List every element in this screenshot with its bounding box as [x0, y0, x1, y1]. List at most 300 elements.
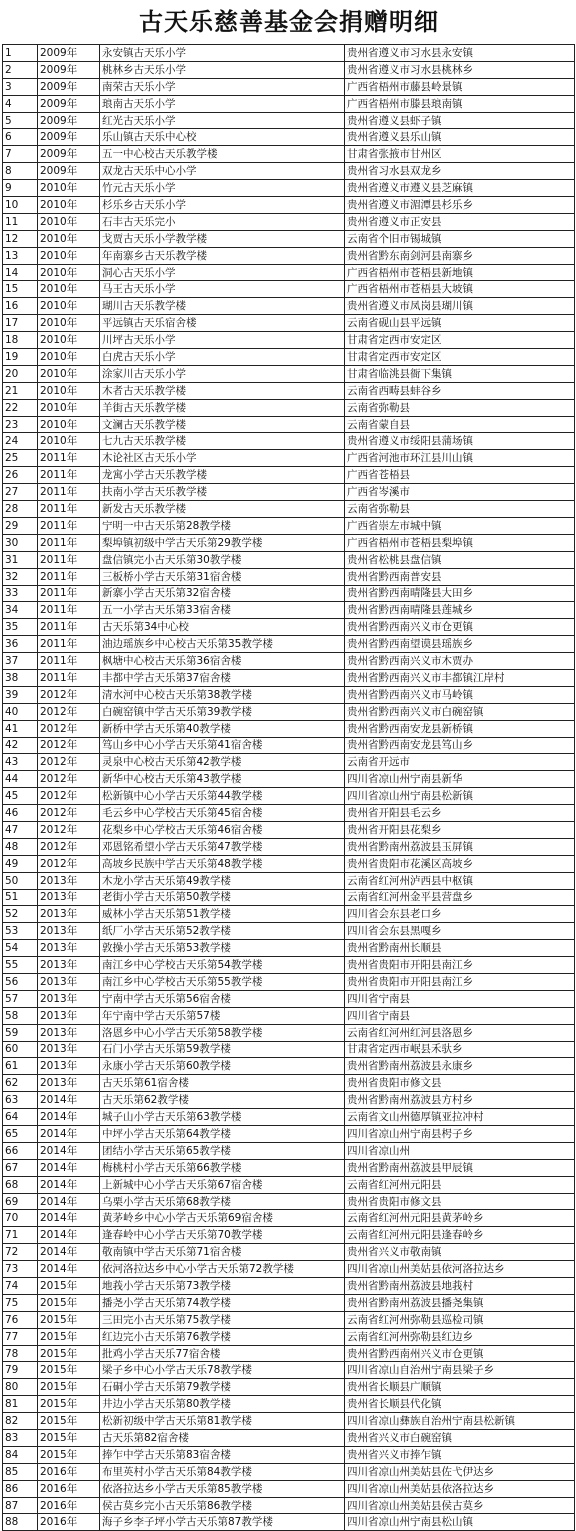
row-location: 贵州省习水县双龙乡 — [345, 163, 575, 180]
row-location: 贵州省黔南州荔波县玉屏镇 — [345, 838, 575, 855]
row-location: 四川省凉山州宁南县松山镇 — [345, 1514, 575, 1531]
row-location: 贵州省遵义市绥阳县蒲场镇 — [345, 433, 575, 450]
table-row — [3, 1345, 575, 1362]
row-school-name: 古天乐第34中心校 — [100, 619, 345, 636]
row-year: 2012年 — [38, 737, 100, 754]
row-year: 2013年 — [38, 906, 100, 923]
row-number: 84 — [3, 1446, 38, 1463]
row-number: 3 — [3, 78, 38, 95]
table-row — [3, 754, 575, 771]
table-row — [3, 1193, 575, 1210]
row-number: 61 — [3, 1058, 38, 1075]
table-row — [3, 95, 575, 112]
row-year: 2009年 — [38, 146, 100, 163]
table-row — [3, 855, 575, 872]
row-number: 32 — [3, 568, 38, 585]
row-school-name: 敦操小学古天乐第53教学楼 — [100, 940, 345, 957]
row-location: 广西省梧州市藤县岭景镇 — [345, 78, 575, 95]
row-location: 四川省凉山州宁南县枵子乡 — [345, 1126, 575, 1143]
row-number: 24 — [3, 433, 38, 450]
row-number: 6 — [3, 129, 38, 146]
row-location: 甘肃省张掖市甘州区 — [345, 146, 575, 163]
row-year: 2010年 — [38, 213, 100, 230]
row-year: 2014年 — [38, 1142, 100, 1159]
row-number: 23 — [3, 416, 38, 433]
row-school-name: 清水河中心校古天乐第38教学楼 — [100, 686, 345, 703]
row-location: 贵州省兴义市白碗窑镇 — [345, 1430, 575, 1447]
row-school-name: 羊街古天乐教学楼 — [100, 399, 345, 416]
table-row — [3, 112, 575, 129]
row-number: 64 — [3, 1109, 38, 1126]
row-year: 2016年 — [38, 1480, 100, 1497]
row-year: 2014年 — [38, 1244, 100, 1261]
row-school-name: 城子山小学古天乐第63教学楼 — [100, 1109, 345, 1126]
donation-table-body — [3, 45, 575, 1531]
table-row — [3, 1126, 575, 1143]
row-number: 27 — [3, 484, 38, 501]
row-number: 28 — [3, 501, 38, 518]
row-school-name: 平远镇古天乐宿舍楼 — [100, 315, 345, 332]
row-year: 2012年 — [38, 703, 100, 720]
table-row — [3, 1244, 575, 1261]
row-school-name: 五一中心校古天乐教学楼 — [100, 146, 345, 163]
row-number: 51 — [3, 889, 38, 906]
row-year: 2013年 — [38, 1041, 100, 1058]
row-school-name: 依河洛拉达乡中心小学古天乐第72教学楼 — [100, 1261, 345, 1278]
row-year: 2010年 — [38, 315, 100, 332]
row-number: 2 — [3, 61, 38, 78]
row-school-name: 新发古天乐教学楼 — [100, 501, 345, 518]
table-row — [3, 129, 575, 146]
row-year: 2014年 — [38, 1126, 100, 1143]
row-school-name: 瑚川古天乐教学楼 — [100, 298, 345, 315]
row-year: 2010年 — [38, 180, 100, 197]
table-row — [3, 365, 575, 382]
row-number: 36 — [3, 636, 38, 653]
table-row — [3, 585, 575, 602]
row-school-name: 笃山乡中心小学古天乐第41宿舍楼 — [100, 737, 345, 754]
row-school-name: 高坡乡民族中学古天乐第48教学楼 — [100, 855, 345, 872]
row-location: 云南省西畴县蚌谷乡 — [345, 382, 575, 399]
row-year: 2015年 — [38, 1278, 100, 1295]
row-school-name: 永安镇古天乐小学 — [100, 45, 345, 62]
row-number: 31 — [3, 551, 38, 568]
table-row — [3, 636, 575, 653]
row-location: 云南省红河州泸西县中枢镇 — [345, 872, 575, 889]
row-year: 2011年 — [38, 636, 100, 653]
row-school-name: 年南寨乡古天乐教学楼 — [100, 247, 345, 264]
row-school-name: 梁子乡中心小学古天乐78教学楼 — [100, 1362, 345, 1379]
row-year: 2011年 — [38, 568, 100, 585]
row-school-name: 扶南小学古天乐教学楼 — [100, 484, 345, 501]
row-school-name: 海子乡李子坪小学古天乐第87教学楼 — [100, 1514, 345, 1531]
row-number: 40 — [3, 703, 38, 720]
row-year: 2010年 — [38, 416, 100, 433]
row-number: 73 — [3, 1261, 38, 1278]
row-school-name: 洛恩乡中心小学古天乐第58教学楼 — [100, 1024, 345, 1041]
row-location: 贵州省遵义县乐山镇 — [345, 129, 575, 146]
row-school-name: 琅南古天乐小学 — [100, 95, 345, 112]
row-year: 2011年 — [38, 585, 100, 602]
row-location: 贵州省遵义市遵义县芝麻镇 — [345, 180, 575, 197]
table-row — [3, 602, 575, 619]
table-row — [3, 703, 575, 720]
row-year: 2010年 — [38, 382, 100, 399]
row-school-name: 依洛拉达乡小学古天乐第85教学楼 — [100, 1480, 345, 1497]
table-row — [3, 940, 575, 957]
row-school-name: 南荣古天乐小学 — [100, 78, 345, 95]
row-year: 2012年 — [38, 821, 100, 838]
row-number: 53 — [3, 923, 38, 940]
row-location: 四川省会东县黑嘎乡 — [345, 923, 575, 940]
table-row — [3, 1497, 575, 1514]
row-number: 16 — [3, 298, 38, 315]
row-location: 贵州省黔西南兴义市木贾办 — [345, 653, 575, 670]
table-row — [3, 315, 575, 332]
table-row — [3, 78, 575, 95]
row-location: 贵州省黔西南兴义市马岭镇 — [345, 686, 575, 703]
row-year: 2013年 — [38, 1058, 100, 1075]
row-number: 11 — [3, 213, 38, 230]
row-year: 2010年 — [38, 298, 100, 315]
table-row — [3, 230, 575, 247]
row-location: 四川省会东县老口乡 — [345, 906, 575, 923]
table-row — [3, 1294, 575, 1311]
table-row — [3, 1024, 575, 1041]
row-school-name: 五一小学古天乐第33宿舍楼 — [100, 602, 345, 619]
row-location: 贵州省贵阳市开阳县南江乡 — [345, 957, 575, 974]
table-row — [3, 906, 575, 923]
row-school-name: 川坪古天乐小学 — [100, 332, 345, 349]
row-year: 2013年 — [38, 872, 100, 889]
table-row — [3, 433, 575, 450]
row-location: 贵州省开阳县花梨乡 — [345, 821, 575, 838]
row-location: 甘肃省定西市岷县禾驮乡 — [345, 1041, 575, 1058]
row-number: 8 — [3, 163, 38, 180]
row-number: 56 — [3, 973, 38, 990]
row-location: 云南省蒙自县 — [345, 416, 575, 433]
row-year: 2013年 — [38, 1075, 100, 1092]
table-row — [3, 720, 575, 737]
row-location: 四川省宁南县 — [345, 1007, 575, 1024]
table-row — [3, 197, 575, 214]
row-school-name: 龙寓小学古天乐教学楼 — [100, 467, 345, 484]
row-number: 38 — [3, 669, 38, 686]
row-number: 65 — [3, 1126, 38, 1143]
row-school-name: 竹元古天乐小学 — [100, 180, 345, 197]
row-location: 云南省砚山县平远镇 — [345, 315, 575, 332]
table-row — [3, 1159, 575, 1176]
row-school-name: 毛云乡中心学校古天乐第45宿舍楼 — [100, 805, 345, 822]
row-school-name: 油边瑶族乡中心校古天乐第35教学楼 — [100, 636, 345, 653]
row-year: 2013年 — [38, 990, 100, 1007]
row-number: 63 — [3, 1092, 38, 1109]
row-school-name: 松新初级中学古天乐第81教学楼 — [100, 1413, 345, 1430]
row-location: 贵州省黔西南普安县 — [345, 568, 575, 585]
row-year: 2012年 — [38, 720, 100, 737]
table-row — [3, 1328, 575, 1345]
row-location: 贵州省贵阳市修文县 — [345, 1193, 575, 1210]
table-row — [3, 1075, 575, 1092]
table-row — [3, 517, 575, 534]
row-school-name: 三田完小古天乐第75教学楼 — [100, 1311, 345, 1328]
row-location: 贵州省黔南州荔波县甲辰镇 — [345, 1159, 575, 1176]
table-row — [3, 1514, 575, 1531]
row-year: 2014年 — [38, 1176, 100, 1193]
row-location: 广西省苍梧县 — [345, 467, 575, 484]
row-school-name: 古天乐第61宿舍楼 — [100, 1075, 345, 1092]
table-row — [3, 973, 575, 990]
row-school-name: 地莪小学古天乐第73教学楼 — [100, 1278, 345, 1295]
row-number: 68 — [3, 1176, 38, 1193]
row-location: 贵州省黔南州荔波县方村乡 — [345, 1092, 575, 1109]
row-number: 49 — [3, 855, 38, 872]
row-number: 59 — [3, 1024, 38, 1041]
row-year: 2011年 — [38, 669, 100, 686]
row-year: 2009年 — [38, 129, 100, 146]
row-number: 67 — [3, 1159, 38, 1176]
document-title: 古天乐慈善基金会捐赠明细 — [139, 7, 439, 36]
row-year: 2012年 — [38, 788, 100, 805]
row-year: 2010年 — [38, 332, 100, 349]
row-year: 2009年 — [38, 95, 100, 112]
table-row — [3, 146, 575, 163]
row-location: 贵州省黔西南望谟县瑶族乡 — [345, 636, 575, 653]
row-school-name: 侯古莫乡完小古天乐第86教学楼 — [100, 1497, 345, 1514]
row-number: 21 — [3, 382, 38, 399]
row-location: 云南省弥勒县 — [345, 399, 575, 416]
row-location: 贵州省黔西南州兴义市仓更镇 — [345, 1345, 575, 1362]
row-year: 2015年 — [38, 1362, 100, 1379]
table-row — [3, 1446, 575, 1463]
row-location: 云南省红河州元阳县逢春岭乡 — [345, 1227, 575, 1244]
row-year: 2016年 — [38, 1463, 100, 1480]
row-number: 45 — [3, 788, 38, 805]
row-school-name: 七九古天乐教学楼 — [100, 433, 345, 450]
row-location: 贵州省长顺县广顺镇 — [345, 1379, 575, 1396]
row-school-name: 新寨小学古天乐第32宿舍楼 — [100, 585, 345, 602]
row-year: 2014年 — [38, 1159, 100, 1176]
table-row — [3, 332, 575, 349]
row-school-name: 威林小学古天乐第51教学楼 — [100, 906, 345, 923]
row-year: 2014年 — [38, 1210, 100, 1227]
row-year: 2013年 — [38, 973, 100, 990]
table-row — [3, 298, 575, 315]
row-school-name: 枫塘中心校古天乐第36宿舍楼 — [100, 653, 345, 670]
row-location: 贵州省兴义市捧乍镇 — [345, 1446, 575, 1463]
row-school-name: 双龙古天乐中心小学 — [100, 163, 345, 180]
row-location: 四川省凉山彝族自治州宁南县松新镇 — [345, 1413, 575, 1430]
table-row — [3, 61, 575, 78]
row-number: 77 — [3, 1328, 38, 1345]
row-number: 41 — [3, 720, 38, 737]
table-row — [3, 821, 575, 838]
row-school-name: 宁南中学古天乐第56宿舍楼 — [100, 990, 345, 1007]
row-year: 2012年 — [38, 686, 100, 703]
row-school-name: 梅桃村小学古天乐第66教学楼 — [100, 1159, 345, 1176]
row-number: 70 — [3, 1210, 38, 1227]
row-school-name: 涂家川古天乐小学 — [100, 365, 345, 382]
table-row — [3, 1007, 575, 1024]
row-number: 66 — [3, 1142, 38, 1159]
row-location: 贵州省黔西南兴义市丰都镇江岸村 — [345, 669, 575, 686]
row-number: 86 — [3, 1480, 38, 1497]
row-year: 2015年 — [38, 1345, 100, 1362]
row-school-name: 木者古天乐教学楼 — [100, 382, 345, 399]
row-school-name: 黄茅岭乡中心小学古天乐第69宿舍楼 — [100, 1210, 345, 1227]
row-number: 78 — [3, 1345, 38, 1362]
row-number: 87 — [3, 1497, 38, 1514]
table-row — [3, 1396, 575, 1413]
row-year: 2010年 — [38, 264, 100, 281]
row-year: 2013年 — [38, 1024, 100, 1041]
row-location: 四川省凉山州美姑县佐弋伊达乡 — [345, 1463, 575, 1480]
row-school-name: 马王古天乐小学 — [100, 281, 345, 298]
row-location: 甘肃省定西市安定区 — [345, 349, 575, 366]
row-year: 2011年 — [38, 484, 100, 501]
table-row — [3, 1109, 575, 1126]
row-location: 四川省凉山州宁南县松新镇 — [345, 788, 575, 805]
table-row — [3, 180, 575, 197]
row-location: 贵州省贵阳市开阳县南江乡 — [345, 973, 575, 990]
table-row — [3, 1278, 575, 1295]
row-location: 贵州省黔南州荔波县永康乡 — [345, 1058, 575, 1075]
row-number: 33 — [3, 585, 38, 602]
row-school-name: 花梨乡中心学校古天乐第46宿舍楼 — [100, 821, 345, 838]
row-school-name: 上新城中心小学古天乐第67宿舍楼 — [100, 1176, 345, 1193]
row-number: 14 — [3, 264, 38, 281]
row-year: 2013年 — [38, 940, 100, 957]
row-number: 29 — [3, 517, 38, 534]
table-row — [3, 399, 575, 416]
row-year: 2010年 — [38, 349, 100, 366]
row-location: 贵州省遵义市正安县 — [345, 213, 575, 230]
table-row — [3, 213, 575, 230]
table-row — [3, 1413, 575, 1430]
row-year: 2011年 — [38, 534, 100, 551]
row-school-name: 梨埠镇初级中学古天乐第29教学楼 — [100, 534, 345, 551]
row-location: 贵州省贵阳市修文县 — [345, 1075, 575, 1092]
table-row — [3, 838, 575, 855]
row-location: 云南省红河州元阳县黄茅岭乡 — [345, 1210, 575, 1227]
row-location: 云南省文山州德厚镇亚拉冲村 — [345, 1109, 575, 1126]
row-year: 2014年 — [38, 1109, 100, 1126]
row-number: 79 — [3, 1362, 38, 1379]
row-school-name: 灵泉中心校古天乐第42教学楼 — [100, 754, 345, 771]
row-location: 云南省红河州弥勒县巡检司镇 — [345, 1311, 575, 1328]
row-year: 2011年 — [38, 450, 100, 467]
row-number: 50 — [3, 872, 38, 889]
table-row — [3, 1379, 575, 1396]
row-number: 1 — [3, 45, 38, 62]
row-year: 2010年 — [38, 399, 100, 416]
row-school-name: 年宁南中学古天乐第57楼 — [100, 1007, 345, 1024]
row-school-name: 南江乡中心学校古天乐第55教学楼 — [100, 973, 345, 990]
row-year: 2011年 — [38, 501, 100, 518]
row-location: 甘肃省临洮县衙下集镇 — [345, 365, 575, 382]
row-location: 广西省河池市环江县川山镇 — [345, 450, 575, 467]
row-location: 贵州省松桃县盘信镇 — [345, 551, 575, 568]
table-row — [3, 872, 575, 889]
row-number: 55 — [3, 957, 38, 974]
row-number: 76 — [3, 1311, 38, 1328]
row-school-name: 批鸡小学古天乐77宿舍楼 — [100, 1345, 345, 1362]
row-school-name: 古天乐第82宿舍楼 — [100, 1430, 345, 1447]
row-location: 贵州省黔南州荔波县播尧集镇 — [345, 1294, 575, 1311]
row-school-name: 中坪小学古天乐第64教学楼 — [100, 1126, 345, 1143]
row-school-name: 永康小学古天乐第60教学楼 — [100, 1058, 345, 1075]
row-year: 2014年 — [38, 1261, 100, 1278]
row-number: 25 — [3, 450, 38, 467]
row-location: 贵州省黔西南兴义市白碗窑镇 — [345, 703, 575, 720]
row-school-name: 洞心古天乐小学 — [100, 264, 345, 281]
row-location: 云南省个旧市锡城镇 — [345, 230, 575, 247]
row-location: 云南省开远市 — [345, 754, 575, 771]
table-row — [3, 247, 575, 264]
row-location: 四川省凉山自治州宁南县梁子乡 — [345, 1362, 575, 1379]
row-year: 2012年 — [38, 754, 100, 771]
row-school-name: 丰都中学古天乐第37宿舍楼 — [100, 669, 345, 686]
row-year: 2009年 — [38, 78, 100, 95]
row-number: 4 — [3, 95, 38, 112]
row-number: 39 — [3, 686, 38, 703]
row-location: 贵州省遵义县虾子镇 — [345, 112, 575, 129]
row-year: 2009年 — [38, 163, 100, 180]
row-number: 13 — [3, 247, 38, 264]
table-row — [3, 737, 575, 754]
table-row — [3, 1176, 575, 1193]
row-year: 2011年 — [38, 467, 100, 484]
row-location: 贵州省黔西南兴义市仓更镇 — [345, 619, 575, 636]
table-row — [3, 1430, 575, 1447]
table-row — [3, 1362, 575, 1379]
row-number: 54 — [3, 940, 38, 957]
row-year: 2010年 — [38, 365, 100, 382]
row-year: 2012年 — [38, 805, 100, 822]
row-school-name: 盘信镇完小古天乐第30教学楼 — [100, 551, 345, 568]
table-row — [3, 1058, 575, 1075]
row-number: 10 — [3, 197, 38, 214]
row-location: 贵州省遵义市习水县桃林乡 — [345, 61, 575, 78]
row-location: 贵州省遵义市湄潭县杉乐乡 — [345, 197, 575, 214]
table-row — [3, 923, 575, 940]
row-school-name: 石丰古天乐完小 — [100, 213, 345, 230]
row-number: 5 — [3, 112, 38, 129]
row-number: 74 — [3, 1278, 38, 1295]
table-row — [3, 1261, 575, 1278]
row-year: 2015年 — [38, 1396, 100, 1413]
row-number: 15 — [3, 281, 38, 298]
table-row — [3, 467, 575, 484]
table-row — [3, 382, 575, 399]
table-row — [3, 788, 575, 805]
table-row — [3, 264, 575, 281]
row-school-name: 邓恩铭希望小学古天乐第47教学楼 — [100, 838, 345, 855]
row-location: 广西省梧州市苍梧县新地镇 — [345, 264, 575, 281]
row-location: 广西省梧州市苍梧县大坡镇 — [345, 281, 575, 298]
row-year: 2011年 — [38, 517, 100, 534]
table-row — [3, 568, 575, 585]
row-number: 62 — [3, 1075, 38, 1092]
row-location: 贵州省黔南州荔波县地莪村 — [345, 1278, 575, 1295]
row-year: 2014年 — [38, 1227, 100, 1244]
row-number: 20 — [3, 365, 38, 382]
row-year: 2015年 — [38, 1311, 100, 1328]
row-number: 83 — [3, 1430, 38, 1447]
row-location: 四川省凉山州美姑县侯古莫乡 — [345, 1497, 575, 1514]
table-row — [3, 416, 575, 433]
row-year: 2013年 — [38, 923, 100, 940]
